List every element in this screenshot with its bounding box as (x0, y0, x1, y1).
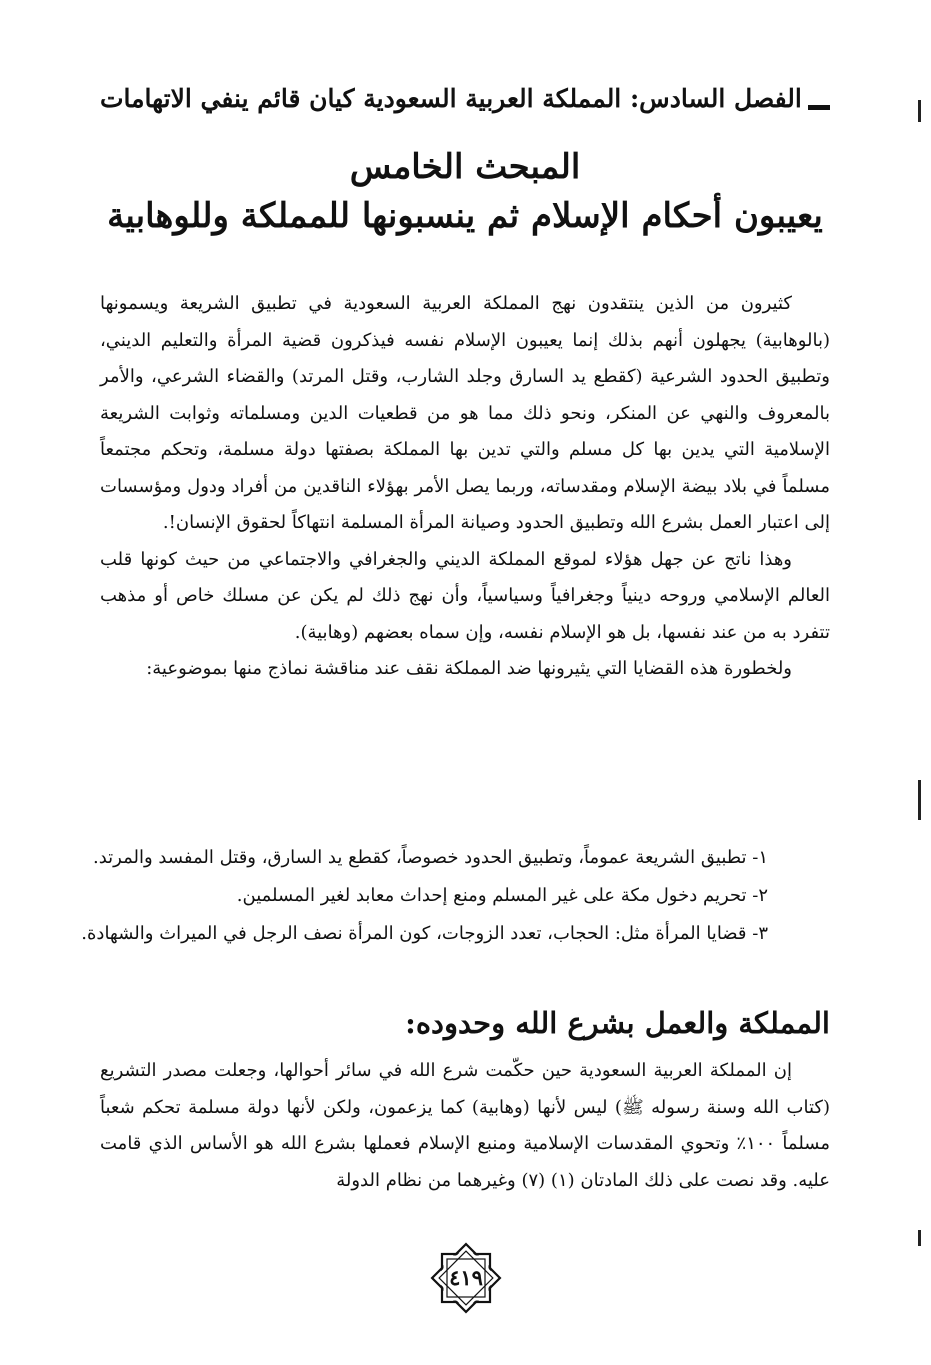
margin-mark (918, 1230, 921, 1246)
margin-mark (918, 780, 921, 820)
running-title: الفصل السادس: المملكة العربية السعودية كيان قائم ينفي الاتهامات (100, 84, 802, 113)
running-header (100, 82, 830, 116)
closing-text (100, 1053, 830, 1199)
paragraph-3: ولخطورة هذه القضايا التي يثيرونها ضد المملكة نقف عند مناقشة نماذج منها بموضوعية: (146, 658, 792, 679)
page-number-badge (428, 1240, 504, 1316)
list-item: ٣- قضايا المرأة مثل: الحجاب، تعدد الزوجات، كون المرأة نصف الرجل في الميراث والشهادة. (81, 923, 768, 944)
list-item: ١- تطبيق الشريعة عموماً، وتطبيق الحدود خصوصاً، كقطع يد السارق، وقتل المفسد والمرتد. (92, 847, 768, 868)
issues-list (81, 839, 830, 953)
paragraph-2: وهذا ناتج عن جهل هؤلاء لموقع المملكة الديني والجغرافي والاجتماعي من حيث كونها قلب العالم الإسلامي وروحه دينياً وجغرافياً وسياسياً، وأن نهج ذلك لم يكن عن مسلك خاص أو مذهب تتفرد به من عند نفسها، بل هو الإسلام نفسه، وإن سماه بعضهم (وهابية). (100, 548, 830, 643)
intro-text (100, 286, 830, 688)
subheading: المملكة والعمل بشرع الله وحدوده: (405, 1006, 830, 1040)
paragraph-1: كثيرون من الذين ينتقدون نهج المملكة العربية السعودية في تطبيق الشريعة ويسمونها (بالوهابية) يجهلون أنهم بذلك إنما يعيبون الإسلام نفسه فيذكرون قضية المرأة والتعليم الديني، وتطبيق الحدود الشرعية (كقطع يد السارق وجلد الشارب، وقتل المرتد) والقضاء الشرعي، والأمر بالمعروف والنهي عن المنكر، ونحو ذلك مما هو من قطعيات الدين ومسلماته وثوابت الشريعة الإسلامية التي يدين بها كل مسلم والتي تدين بها المملكة بصفتها دولة مسلمة، وتحكم مجتمعاً مسلماً في بلاد بيضة الإسلام ومقدساته، وربما يصل الأمر بهؤلاء الناقدين من أفراد ودول ومؤسسات إلى اعتبار العمل بشرع الله وتطبيق الحدود وصيانة المرأة المسلمة انتهاكاً لحقوق الإنسان!. (100, 293, 830, 533)
paragraph-4: إن المملكة العربية السعودية حين حكّمت شرع الله في سائر أحوالها، وجعلت مصدر التشريع (كتاب الله وسنة رسوله ﷺ) ليس لأنها (وهابية) كما يزعمون، ولكن لأنها دولة مسلمة تحكم شعباً مسلماً ١٠٠٪ وتحوي المقدسات الإسلامية ومنبع الإسلام فعملها بشرع الله هو الأساس الذي قامت عليه. وقد نصت على ذلك المادتان (١) (٧) وغيرهما من نظام الدولة (100, 1060, 830, 1191)
list-item: ٢- تحريم دخول مكة على غير المسلم ومنع إحداث معابد لغير المسلمين. (236, 885, 768, 906)
section-number-title: المبحث الخامس (349, 147, 581, 187)
section-main-title: يعيبون أحكام الإسلام ثم ينسبونها للمملكة وللوهابية (107, 196, 823, 236)
header-rule (808, 105, 830, 110)
page-number: ٤١٩ (449, 1265, 483, 1290)
margin-mark (918, 100, 921, 122)
